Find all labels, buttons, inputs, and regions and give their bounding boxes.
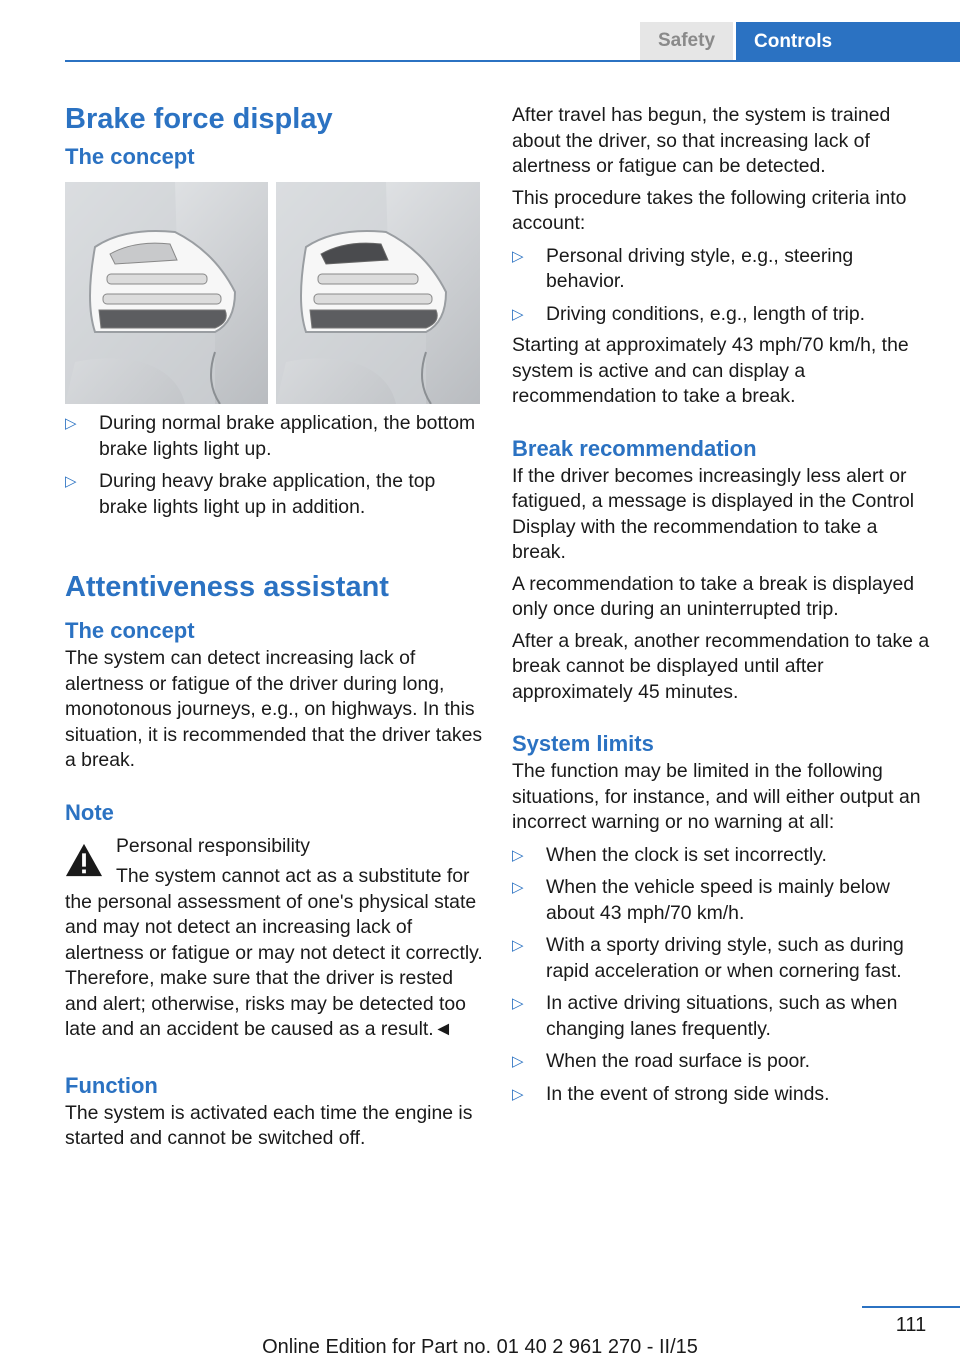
function-paragraph: The system is activated each time the engine is started and cannot be switched off.	[65, 1101, 473, 1149]
tail-light-figure	[65, 182, 480, 404]
heading-system-limits: System limits	[512, 731, 654, 756]
list-item: ▷ With a sporty driving style, such as during rapid acceleration or when cornering fast.	[512, 934, 904, 982]
criteria-list	[512, 244, 932, 328]
heading-attentiveness-assistant: Attentiveness assistant	[65, 571, 389, 603]
limits-paragraph: The function may be limited in the following situations, for instance, and will either output an incorrect warning or no warning at all:	[512, 760, 921, 833]
triangle-right-icon: ▷	[512, 1053, 524, 1070]
limits-list	[512, 843, 932, 1108]
list-item: ▷ In the event of strong side winds.	[512, 1082, 932, 1108]
activation-speed-paragraph: Starting at approximately 43 mph/70 km/h, the system is active and can display a recommendation to take a break.	[512, 334, 909, 407]
criteria-intro: This procedure takes the following criteria into account:	[512, 186, 907, 234]
concept-paragraph: The system can detect increasing lack of alertness or fatigue of the driver during long, monotonous journeys, e.g., on highways. In this situation, it is recommended that the driver takes a break.	[65, 647, 483, 771]
list-item: ▷ In active driving situations, such as when changing lanes frequently.	[512, 992, 898, 1040]
break-paragraph-1: If the driver becomes increasingly less alert or fatigued, a message is displayed in the Control Display with the recommendation to take a break.	[512, 464, 915, 563]
page-number: 111	[895, 1314, 927, 1336]
break-paragraph-3: After a break, another recommendation to take a break cannot be displayed until after approximately 45 minutes.	[512, 629, 930, 703]
list-item: ▷ During heavy brake application, the top brake lights light up in addition.	[65, 470, 436, 518]
triangle-right-icon: ▷	[512, 1085, 524, 1103]
triangle-right-icon: ▷	[65, 415, 77, 432]
header-tab-controls: Controls	[736, 22, 960, 62]
heading-break-recommendation: Break recommendation	[512, 435, 757, 461]
list-item: ▷ Driving conditions, e.g., length of trip.	[512, 302, 932, 328]
triangle-right-icon: ▷	[512, 937, 524, 954]
note-text: The system cannot act as a substitute for the personal assessment of one's physical state and may not detect an increasing lack of alertness or fatigue or may not detect it correctly. Therefore, make sure that the driver is rested and alert; otherwise, risks may be detected too late and an accident be caused as a result.◄	[65, 865, 483, 1040]
list-item: ▷ During normal brake application, the bottom brake lights light up.	[65, 412, 476, 460]
header-rule	[65, 60, 960, 62]
header-tab-safety: Safety	[640, 22, 733, 60]
list-item: ▷ When the road surface is poor.	[512, 1049, 932, 1075]
triangle-right-icon: ▷	[512, 247, 524, 265]
heading-brake-force-display: Brake force display	[65, 103, 333, 135]
left-column	[65, 100, 483, 1152]
right-column	[512, 100, 932, 1107]
list-item: ▷ Personal driving style, e.g., steering behavior.	[512, 244, 854, 292]
note-title: Personal responsibility	[116, 834, 311, 857]
heading-concept-attentive: The concept	[65, 618, 195, 643]
brake-light-list	[65, 411, 483, 520]
list-item: ▷ When the clock is set incorrectly.	[512, 843, 932, 869]
tail-light-illustration	[65, 182, 480, 404]
note-block	[65, 834, 483, 1043]
triangle-right-icon: ▷	[512, 305, 524, 323]
heading-note: Note	[65, 799, 114, 825]
triangle-right-icon: ▷	[512, 995, 524, 1012]
triangle-right-icon: ▷	[512, 846, 524, 864]
training-paragraph: After travel has begun, the system is trained about the driver, so that increasing lack of alertness or fatigue can be detected.	[512, 104, 891, 177]
triangle-right-icon: ▷	[65, 473, 77, 490]
heading-function: Function	[65, 1072, 158, 1098]
footer-rule	[862, 1306, 960, 1308]
heading-concept-brake: The concept	[65, 144, 195, 169]
break-paragraph-2: A recommendation to take a break is displayed only once during an uninterrupted trip.	[512, 572, 915, 620]
edition-note: Online Edition for Part no. 01 40 2 961 270 - II/15	[262, 1336, 698, 1358]
warning-triangle-icon	[65, 842, 103, 878]
list-item: ▷ When the vehicle speed is mainly below about 43 mph/70 km/h.	[512, 876, 890, 924]
triangle-right-icon: ▷	[512, 879, 524, 896]
